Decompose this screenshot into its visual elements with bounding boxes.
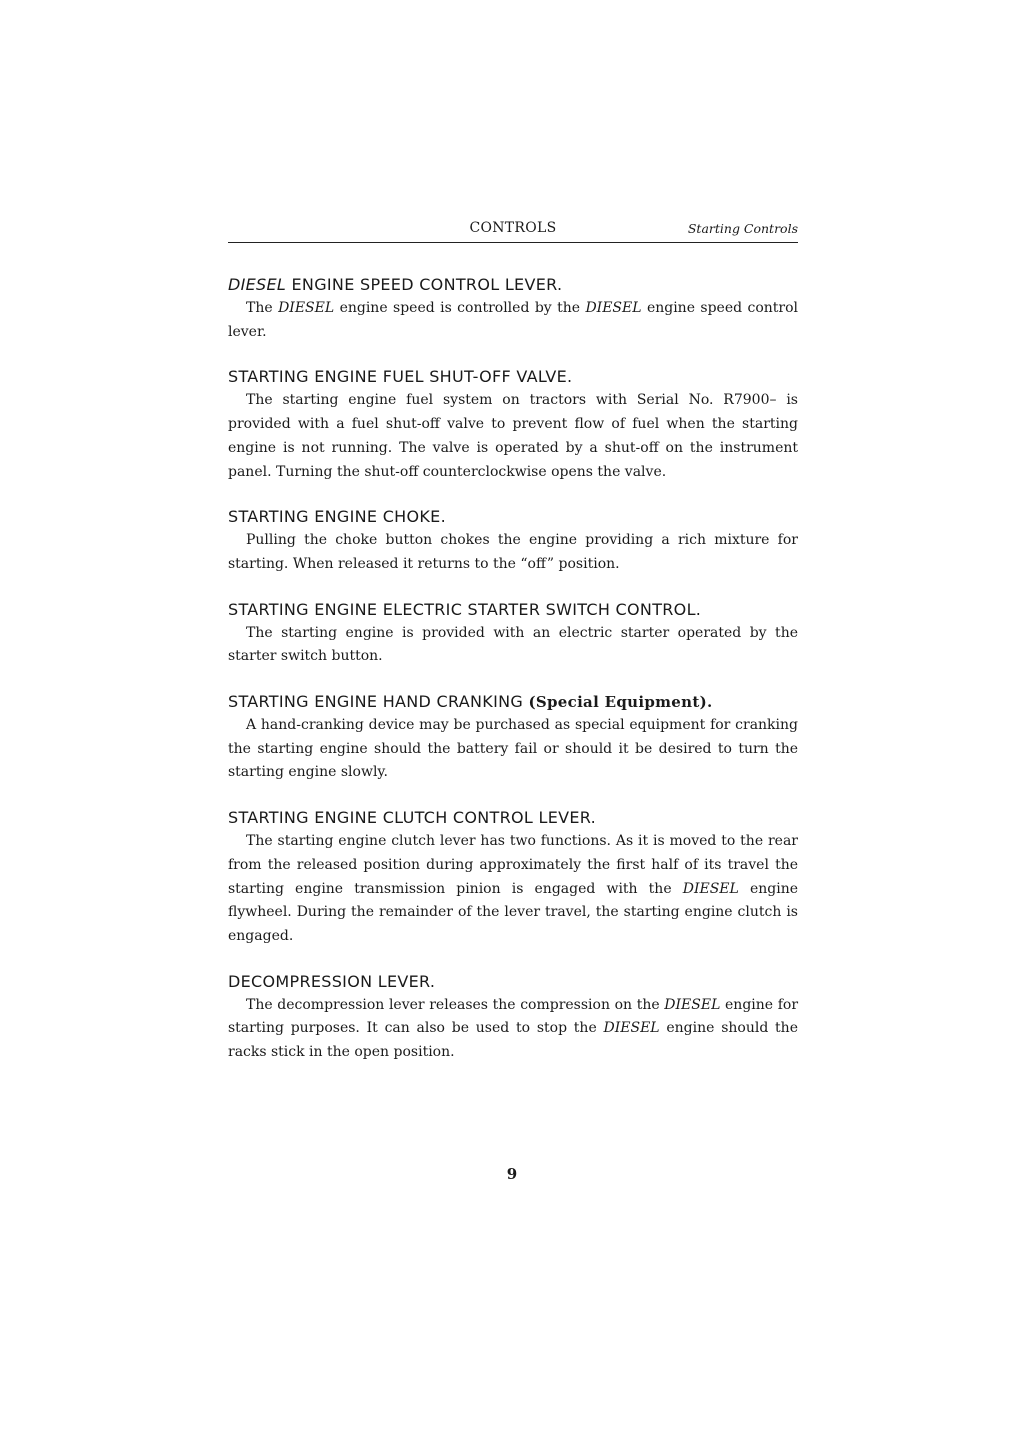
section-body: The starting engine fuel system on tractors with Serial No. R7900– is provided with a fuel shut-off valve to prevent flow of fuel when the starting engine is not running. The valve is operated by a shut-off on the instrument panel. Turning the shut-off counterclockwise opens the valve.	[228, 392, 798, 480]
body-italic: DIESEL	[682, 880, 739, 897]
section-fuel-shutoff-valve	[228, 365, 798, 484]
body-text: engine for starting purposes. It can also be used to stop the	[228, 996, 799, 1037]
section-body: A hand-cranking device may be purchased as special equipment for cranking the starting engine should the battery fail or should it be desired to turn the starting engine slowly.	[228, 717, 798, 781]
body-text: engine speed control lever.	[228, 300, 798, 340]
running-head-section: Starting Controls	[687, 221, 798, 236]
section-diesel-speed-lever	[228, 273, 798, 344]
section-body: The starting engine is provided with an electric starter operated by the starter switch button.	[228, 624, 798, 665]
section-heading: DECOMPRESSION LEVER.	[228, 971, 436, 991]
body-text: The starting engine clutch lever has two functions. As it is moved to the rear from the released position during approximately the first half of its travel the starting engine transmission pinion is engaged with the	[228, 833, 798, 897]
section-heading: STARTING ENGINE CHOKE.	[228, 507, 446, 527]
section-body	[228, 830, 798, 949]
page-number: 9	[506, 1165, 518, 1183]
body-italic: DIESEL	[278, 300, 335, 316]
body-text: The	[246, 300, 279, 316]
section-hand-cranking	[228, 690, 798, 785]
running-head	[228, 218, 798, 243]
section-body	[228, 297, 798, 344]
section-heading	[228, 273, 798, 297]
section-clutch-lever	[228, 806, 798, 949]
section-heading	[228, 690, 798, 714]
body-italic: DIESEL	[585, 300, 642, 316]
section-body: Pulling the choke button chokes the engine providing a rich mixture for starting. When released it returns to the “off” position.	[228, 532, 798, 572]
body-italic: DIESEL	[664, 996, 721, 1013]
section-choke	[228, 505, 798, 576]
section-heading: STARTING ENGINE FUEL SHUT-OFF VALVE.	[228, 367, 573, 387]
heading-text: ENGINE SPEED CONTROL LEVER.	[286, 275, 563, 294]
running-head-title: CONTROLS	[469, 220, 557, 236]
heading-text: STARTING ENGINE HAND CRANKING	[228, 692, 529, 712]
section-electric-starter	[228, 598, 798, 669]
body-text: The decompression lever releases the compression on the	[246, 996, 665, 1013]
section-body	[228, 994, 798, 1065]
section-decompression-lever	[228, 970, 798, 1065]
heading-italic: DIESEL	[228, 275, 287, 294]
page-content	[228, 218, 798, 1065]
section-heading: STARTING ENGINE ELECTRIC STARTER SWITCH CONTROL.	[228, 599, 702, 619]
body-text: engine should the racks stick in the open position.	[228, 1020, 798, 1061]
body-italic: DIESEL	[603, 1020, 660, 1037]
body-text: engine speed is controlled by the	[334, 300, 586, 316]
heading-paren: (Special Equipment).	[528, 693, 713, 712]
body-text: engine flywheel. During the remainder of the lever travel, the starting engine clutch is engaged.	[228, 880, 798, 944]
section-heading: STARTING ENGINE CLUTCH CONTROL LEVER.	[228, 808, 597, 828]
